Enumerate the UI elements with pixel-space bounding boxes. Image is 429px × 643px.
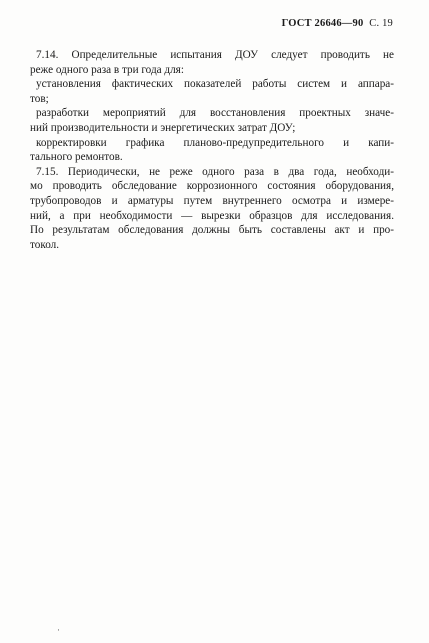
text-line: ний производительности и энергетических затрат ДОУ; (30, 121, 296, 134)
text-line: реже одного раза в три года для: (30, 63, 184, 76)
standard-number: ГОСТ 26646—90 (281, 18, 364, 29)
text-line: 7.14. Определительные испытания ДОУ следует проводить не (36, 49, 394, 61)
page-header (282, 18, 393, 29)
text-line: трубопроводов и арматуры путем внутреннего осмотра и измере- (30, 194, 394, 207)
document-body (30, 48, 394, 252)
scan-mark: · (57, 625, 60, 635)
text-line: разработки мероприятий для восстановления проектных значе- (36, 107, 394, 120)
text-line: корректировки графика планово-предупредительного и капи- (36, 136, 394, 149)
text-line: мо проводить обследование коррозионного состояния оборудования, (30, 180, 394, 193)
text-line: ний, а при необходимости — вырезки образцов для исследования. (30, 209, 394, 222)
text-line: тального ремонтов. (30, 151, 123, 164)
text-line: По результатам обследования должны быть составлены акт и про- (30, 224, 394, 237)
text-line: установления фактических показателей работы систем и аппара- (36, 78, 394, 91)
text-line: токол. (30, 238, 60, 251)
text-line: 7.15. Периодически, не реже одного раза в два года, необходи- (36, 165, 394, 178)
page-number: С. 19 (369, 18, 393, 29)
text-line: тов; (30, 92, 49, 105)
